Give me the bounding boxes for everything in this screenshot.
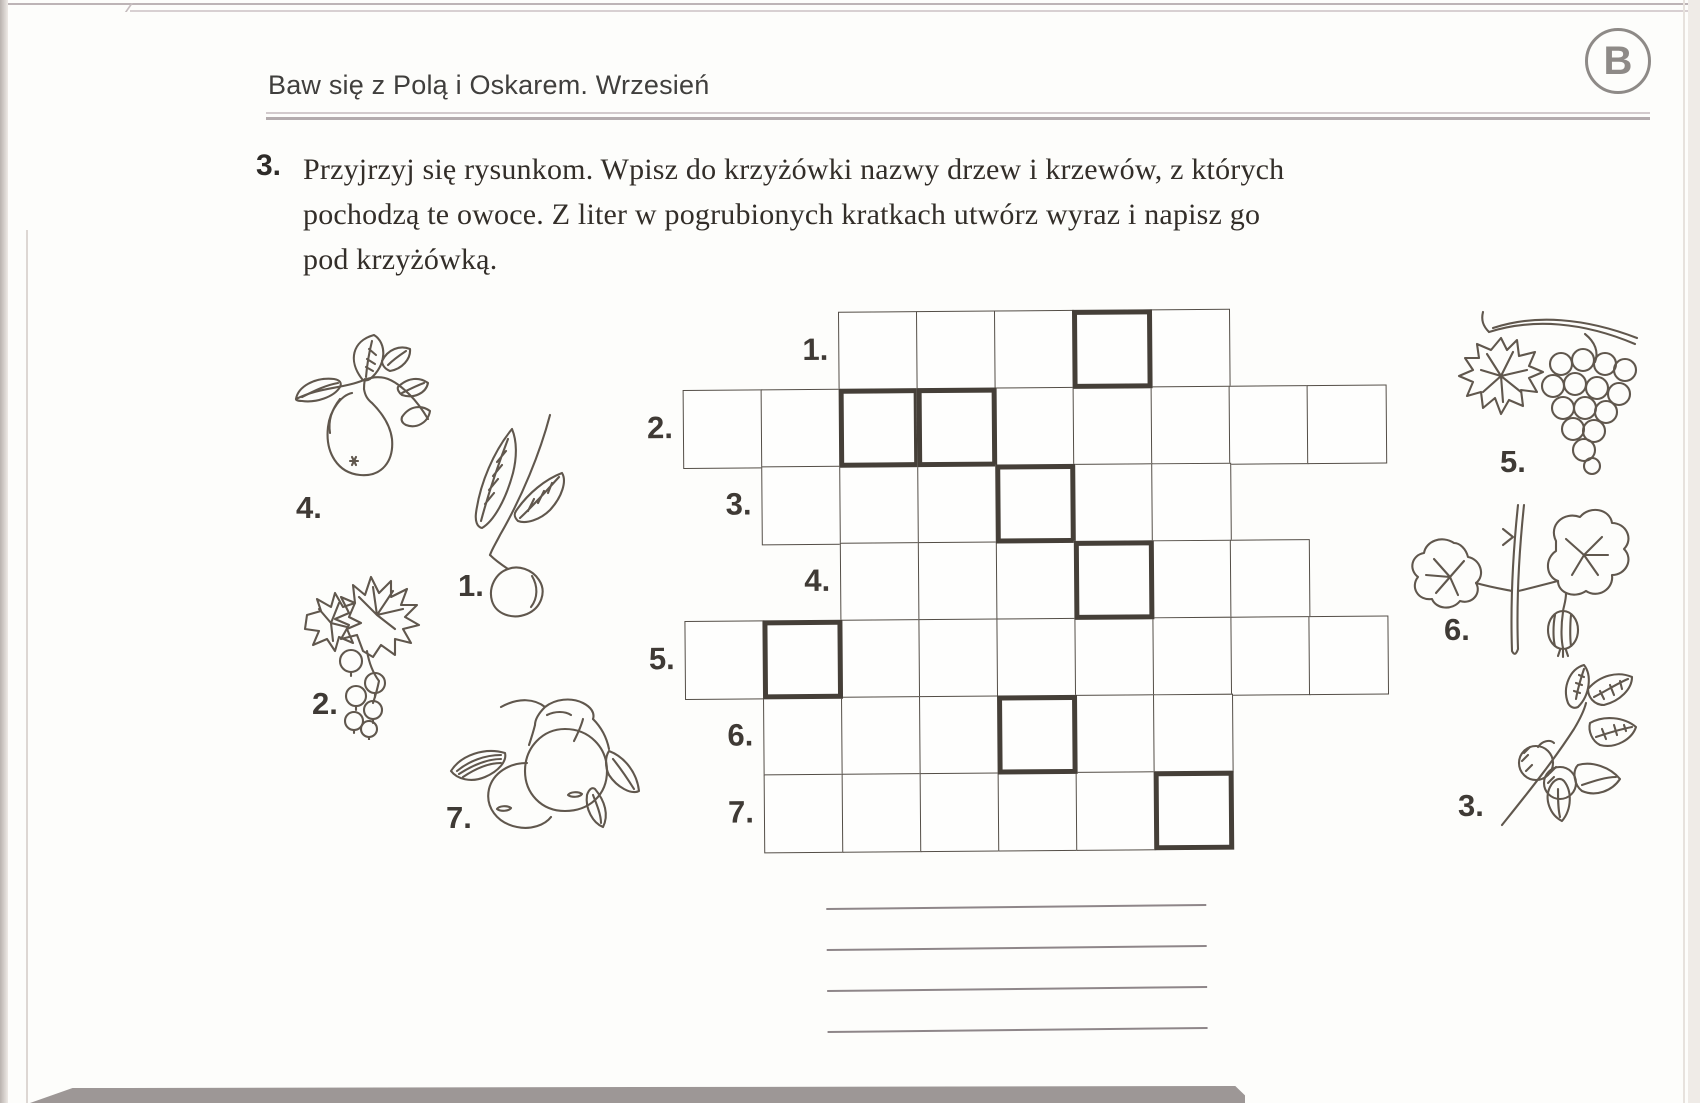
crossword-cell-r5-c3[interactable] xyxy=(840,619,920,698)
crossword-cell-r3-c4[interactable] xyxy=(995,464,1075,543)
crossword-cell-r7-c5[interactable] xyxy=(1076,771,1156,850)
crossword-cell-r7-c1[interactable] xyxy=(764,774,844,853)
crossword-cell-r4-c3[interactable] xyxy=(996,541,1076,620)
crossword-cell-r2-c7[interactable] xyxy=(1151,386,1231,465)
crossword-row-label-6: 6. xyxy=(727,717,754,753)
answer-line-2[interactable] xyxy=(827,945,1207,951)
crossword-row-label-4: 4. xyxy=(804,562,831,599)
page-left-fold-line xyxy=(26,230,28,1103)
crossword-cell-r1-c5[interactable] xyxy=(1150,309,1230,388)
crossword-cell-r5-c1[interactable] xyxy=(684,620,764,699)
grape-bunch-icon xyxy=(1443,308,1643,476)
page-right-edge xyxy=(1688,0,1700,1103)
crossword-cell-r2-c2[interactable] xyxy=(761,389,841,468)
gooseberry-branch-icon xyxy=(1406,503,1631,665)
crossword-cell-r5-c8[interactable] xyxy=(1230,616,1310,695)
crossword-cell-r4-c5[interactable] xyxy=(1152,540,1232,619)
answer-lines xyxy=(826,904,1207,1048)
crossword-cell-r3-c6[interactable] xyxy=(1151,463,1231,542)
walnut-branch-icon xyxy=(1486,663,1646,835)
header-divider xyxy=(266,112,1650,121)
crossword-grid xyxy=(646,307,1396,858)
crossword-cell-r2-c8[interactable] xyxy=(1229,385,1309,464)
crossword-cell-r1-c3[interactable] xyxy=(994,310,1074,389)
crossword-cell-r1-c1[interactable] xyxy=(838,311,918,390)
crossword-cell-r6-c5[interactable] xyxy=(1075,694,1155,773)
answer-line-1[interactable] xyxy=(826,904,1206,910)
page-top-edge-line-2 xyxy=(130,10,1700,12)
crossword-cell-r7-c2[interactable] xyxy=(842,773,922,852)
crossword-cell-r5-c7[interactable] xyxy=(1152,617,1232,696)
figure-label-pear: 4. xyxy=(296,490,322,525)
crossword-cell-r7-c3[interactable] xyxy=(920,773,1000,852)
answer-line-4[interactable] xyxy=(828,1027,1208,1033)
pear-branch-icon xyxy=(290,333,435,511)
crossword-cell-r3-c5[interactable] xyxy=(1073,463,1153,542)
figure-label-walnut: 3. xyxy=(1458,788,1484,823)
task-number: 3. xyxy=(256,149,282,182)
answer-line-3[interactable] xyxy=(827,986,1207,992)
crossword-cell-r1-c2[interactable] xyxy=(916,311,996,390)
task-line-1: Przyjrzyj się rysunkom. Wpisz do krzyżówki nazwy drzew i krzewów, z których xyxy=(303,153,1285,186)
crossword-row-label-2: 2. xyxy=(646,410,674,446)
task-line-3: pod krzyżówką. xyxy=(303,243,498,276)
apples-branch-icon xyxy=(443,693,648,835)
crossword-cell-r4-c2[interactable] xyxy=(918,542,998,621)
figure-label-gooseberry: 6. xyxy=(1444,612,1470,647)
task-line-2: pochodzą te owoce. Z liter w pogrubionych kratkach utwórz wyraz i napisz go xyxy=(303,198,1261,231)
figure-label-plum: 1. xyxy=(458,568,484,603)
crossword-cell-r6-c1[interactable] xyxy=(763,697,843,776)
crossword-cell-r6-c4[interactable] xyxy=(997,695,1077,774)
crossword-cell-r2-c9[interactable] xyxy=(1307,384,1387,463)
crossword-cell-r2-c4[interactable] xyxy=(917,388,997,467)
page-top-edge-line xyxy=(0,3,1700,5)
crossword-cell-r5-c4[interactable] xyxy=(918,619,998,698)
crossword-row-label-7: 7. xyxy=(727,794,755,830)
crossword-cell-r4-c1[interactable] xyxy=(840,542,920,621)
crossword-cell-r7-c6[interactable] xyxy=(1154,771,1234,850)
crossword-cell-r5-c2[interactable] xyxy=(762,620,842,699)
page-badge: B xyxy=(1585,28,1651,94)
crossword-cell-r3-c1[interactable] xyxy=(761,466,841,545)
page-right-fold-line xyxy=(1683,0,1685,1103)
crossword-cell-r4-c6[interactable] xyxy=(1230,539,1310,618)
crossword-row-label-5: 5. xyxy=(648,641,675,677)
page-corner-notch xyxy=(125,3,173,12)
crossword-row-label-1: 1. xyxy=(802,331,829,368)
crossword-cell-r1-c4[interactable] xyxy=(1072,309,1152,388)
crossword-cell-r6-c6[interactable] xyxy=(1153,694,1233,773)
crossword-cell-r2-c3[interactable] xyxy=(839,388,919,467)
crossword-cell-r6-c3[interactable] xyxy=(919,696,999,775)
crossword-cell-r2-c6[interactable] xyxy=(1073,386,1153,465)
crossword-cell-r3-c2[interactable] xyxy=(839,465,919,544)
crossword-cell-r6-c2[interactable] xyxy=(841,696,921,775)
page-bottom-edge xyxy=(30,1086,1245,1103)
figure-label-currant: 2. xyxy=(312,686,338,721)
page-left-edge xyxy=(0,0,8,1103)
crossword-cell-r2-c1[interactable] xyxy=(683,389,763,468)
figure-label-grapes: 5. xyxy=(1500,444,1526,479)
task-instructions xyxy=(303,147,1563,282)
figure-label-apples: 7. xyxy=(446,800,472,835)
crossword-cell-r5-c5[interactable] xyxy=(996,618,1076,697)
crossword-cell-r2-c5[interactable] xyxy=(995,387,1075,466)
crossword-cell-r4-c4[interactable] xyxy=(1074,540,1154,619)
crossword-cell-r5-c9[interactable] xyxy=(1308,615,1388,694)
crossword-row-label-3: 3. xyxy=(725,486,752,522)
crossword-cell-r5-c6[interactable] xyxy=(1074,617,1154,696)
crossword-cell-r7-c4[interactable] xyxy=(998,772,1078,851)
page-title: Baw się z Polą i Oskarem. Wrzesień xyxy=(268,70,710,100)
crossword-cell-r3-c3[interactable] xyxy=(917,465,997,544)
